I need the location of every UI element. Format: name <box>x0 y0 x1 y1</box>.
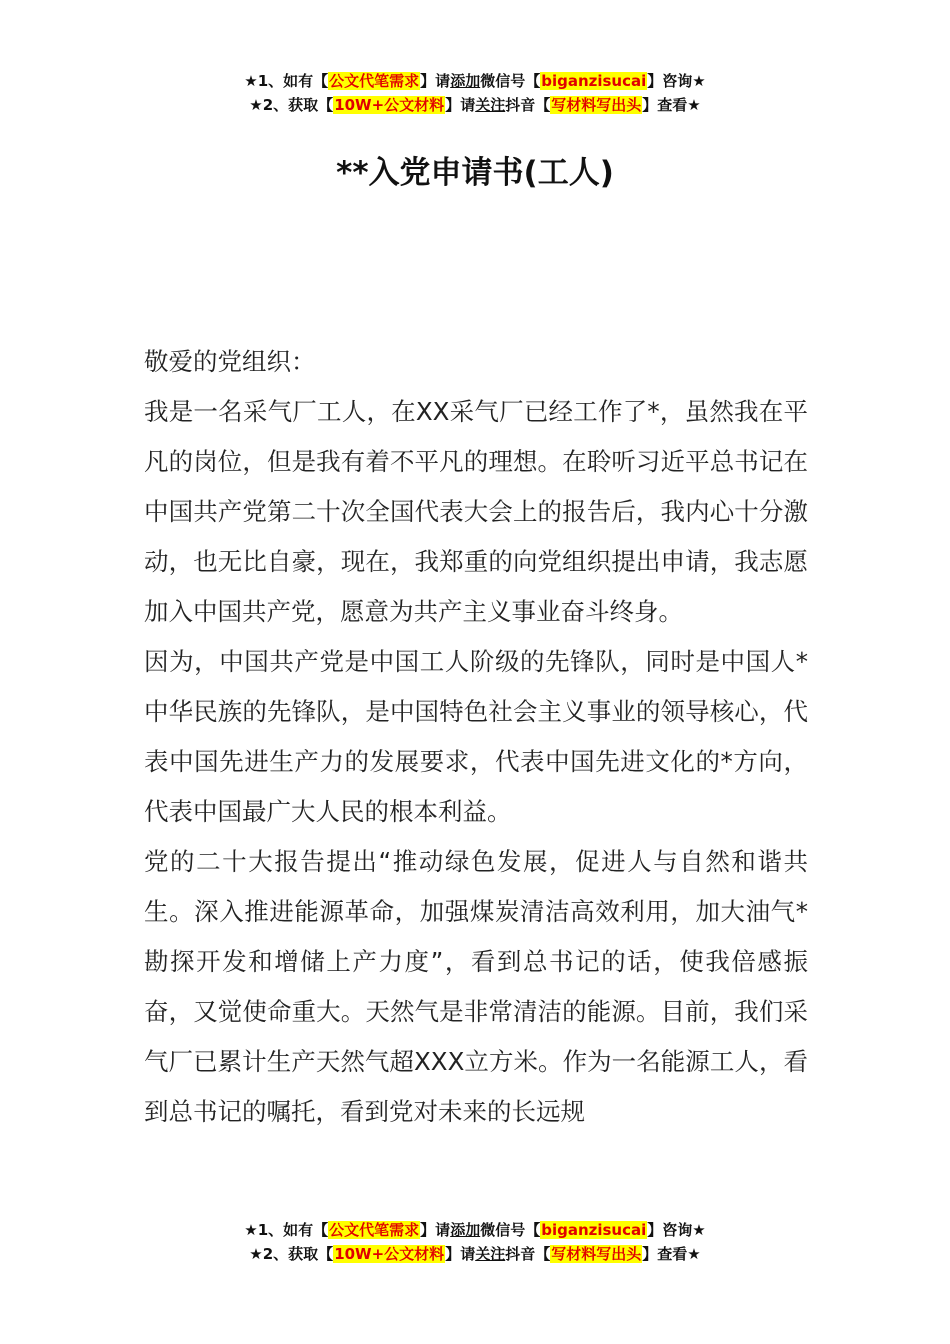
promo-text: 】请 <box>445 96 476 114</box>
promo-highlight: 公文代笔需求 <box>329 72 420 90</box>
promo-highlight: 写材料写出头 <box>551 1245 642 1263</box>
promo-text: ★2、获取【 <box>249 96 334 114</box>
promo-underlined: 关注 <box>475 96 506 114</box>
body-paragraph-2: 因为，中国共产党是中国工人阶级的先锋队，同时是中国人*中华民族的先锋队，是中国特色社会主义事业的领导核心，代表中国先进生产力的发展要求，代表中国先进文化的*方向，代表中国最广大人民的根本利益。 <box>144 647 808 826</box>
promo-highlight: 公文代笔需求 <box>329 1221 420 1239</box>
promo-text: 微信号【 <box>480 1221 541 1239</box>
promo-text: 】请 <box>420 72 451 90</box>
salutation: 敬爱的党组织： <box>144 347 316 376</box>
promo-text: 】查看★ <box>642 1245 701 1263</box>
document-body <box>144 337 808 1137</box>
header-promo-line-1 <box>0 69 950 93</box>
promo-text: 抖音【 <box>505 96 551 114</box>
promo-underlined: 添加 <box>450 72 481 90</box>
header-promo <box>0 69 950 117</box>
promo-highlight: 10W+公文材料 <box>334 1245 445 1263</box>
promo-highlight: biganzisucai <box>541 72 647 90</box>
footer-promo-line-2 <box>0 1242 950 1266</box>
promo-text: 】查看★ <box>642 96 701 114</box>
promo-text: ★1、如有【 <box>244 1221 329 1239</box>
promo-underlined: 添加 <box>450 1221 481 1239</box>
footer-promo <box>0 1218 950 1266</box>
promo-text: 微信号【 <box>480 72 541 90</box>
promo-text: 】咨询★ <box>647 1221 706 1239</box>
document-title: **入党申请书(工人) <box>336 155 614 191</box>
promo-underlined: 关注 <box>475 1245 506 1263</box>
promo-text: 抖音【 <box>505 1245 551 1263</box>
header-promo-line-2 <box>0 93 950 117</box>
promo-highlight: 写材料写出头 <box>551 96 642 114</box>
body-paragraph-1: 我是一名采气厂工人，在XX采气厂已经工作了*，虽然我在平凡的岗位，但是我有着不平凡的理想。在聆听习近平总书记在中国共产党第二十次全国代表大会上的报告后，我内心十分激动，也无比自豪，现在，我郑重的向党组织提出申请，我志愿加入中国共产党，愿意为共产主义事业奋斗终身。 <box>144 397 808 626</box>
footer-promo-line-1 <box>0 1218 950 1242</box>
promo-text: 】咨询★ <box>647 72 706 90</box>
promo-text: 】请 <box>420 1221 451 1239</box>
body-paragraph-3: 党的二十大报告提出“推动绿色发展，促进人与自然和谐共生。深入推进能源革命，加强煤炭清洁高效利用，加大油气*勘探开发和增储上产力度”，看到总书记的话，使我倍感振奋，又觉使命重大。天然气是非常清洁的能源。目前，我们采气厂已累计生产天然气超XXX立方米。作为一名能源工人，看到总书记的嘱托，看到党对未来的长远规 <box>144 847 808 1126</box>
promo-highlight: 10W+公文材料 <box>334 96 445 114</box>
promo-text: ★1、如有【 <box>244 72 329 90</box>
promo-highlight: biganzisucai <box>541 1221 647 1239</box>
promo-text: ★2、获取【 <box>249 1245 334 1263</box>
promo-text: 】请 <box>445 1245 476 1263</box>
